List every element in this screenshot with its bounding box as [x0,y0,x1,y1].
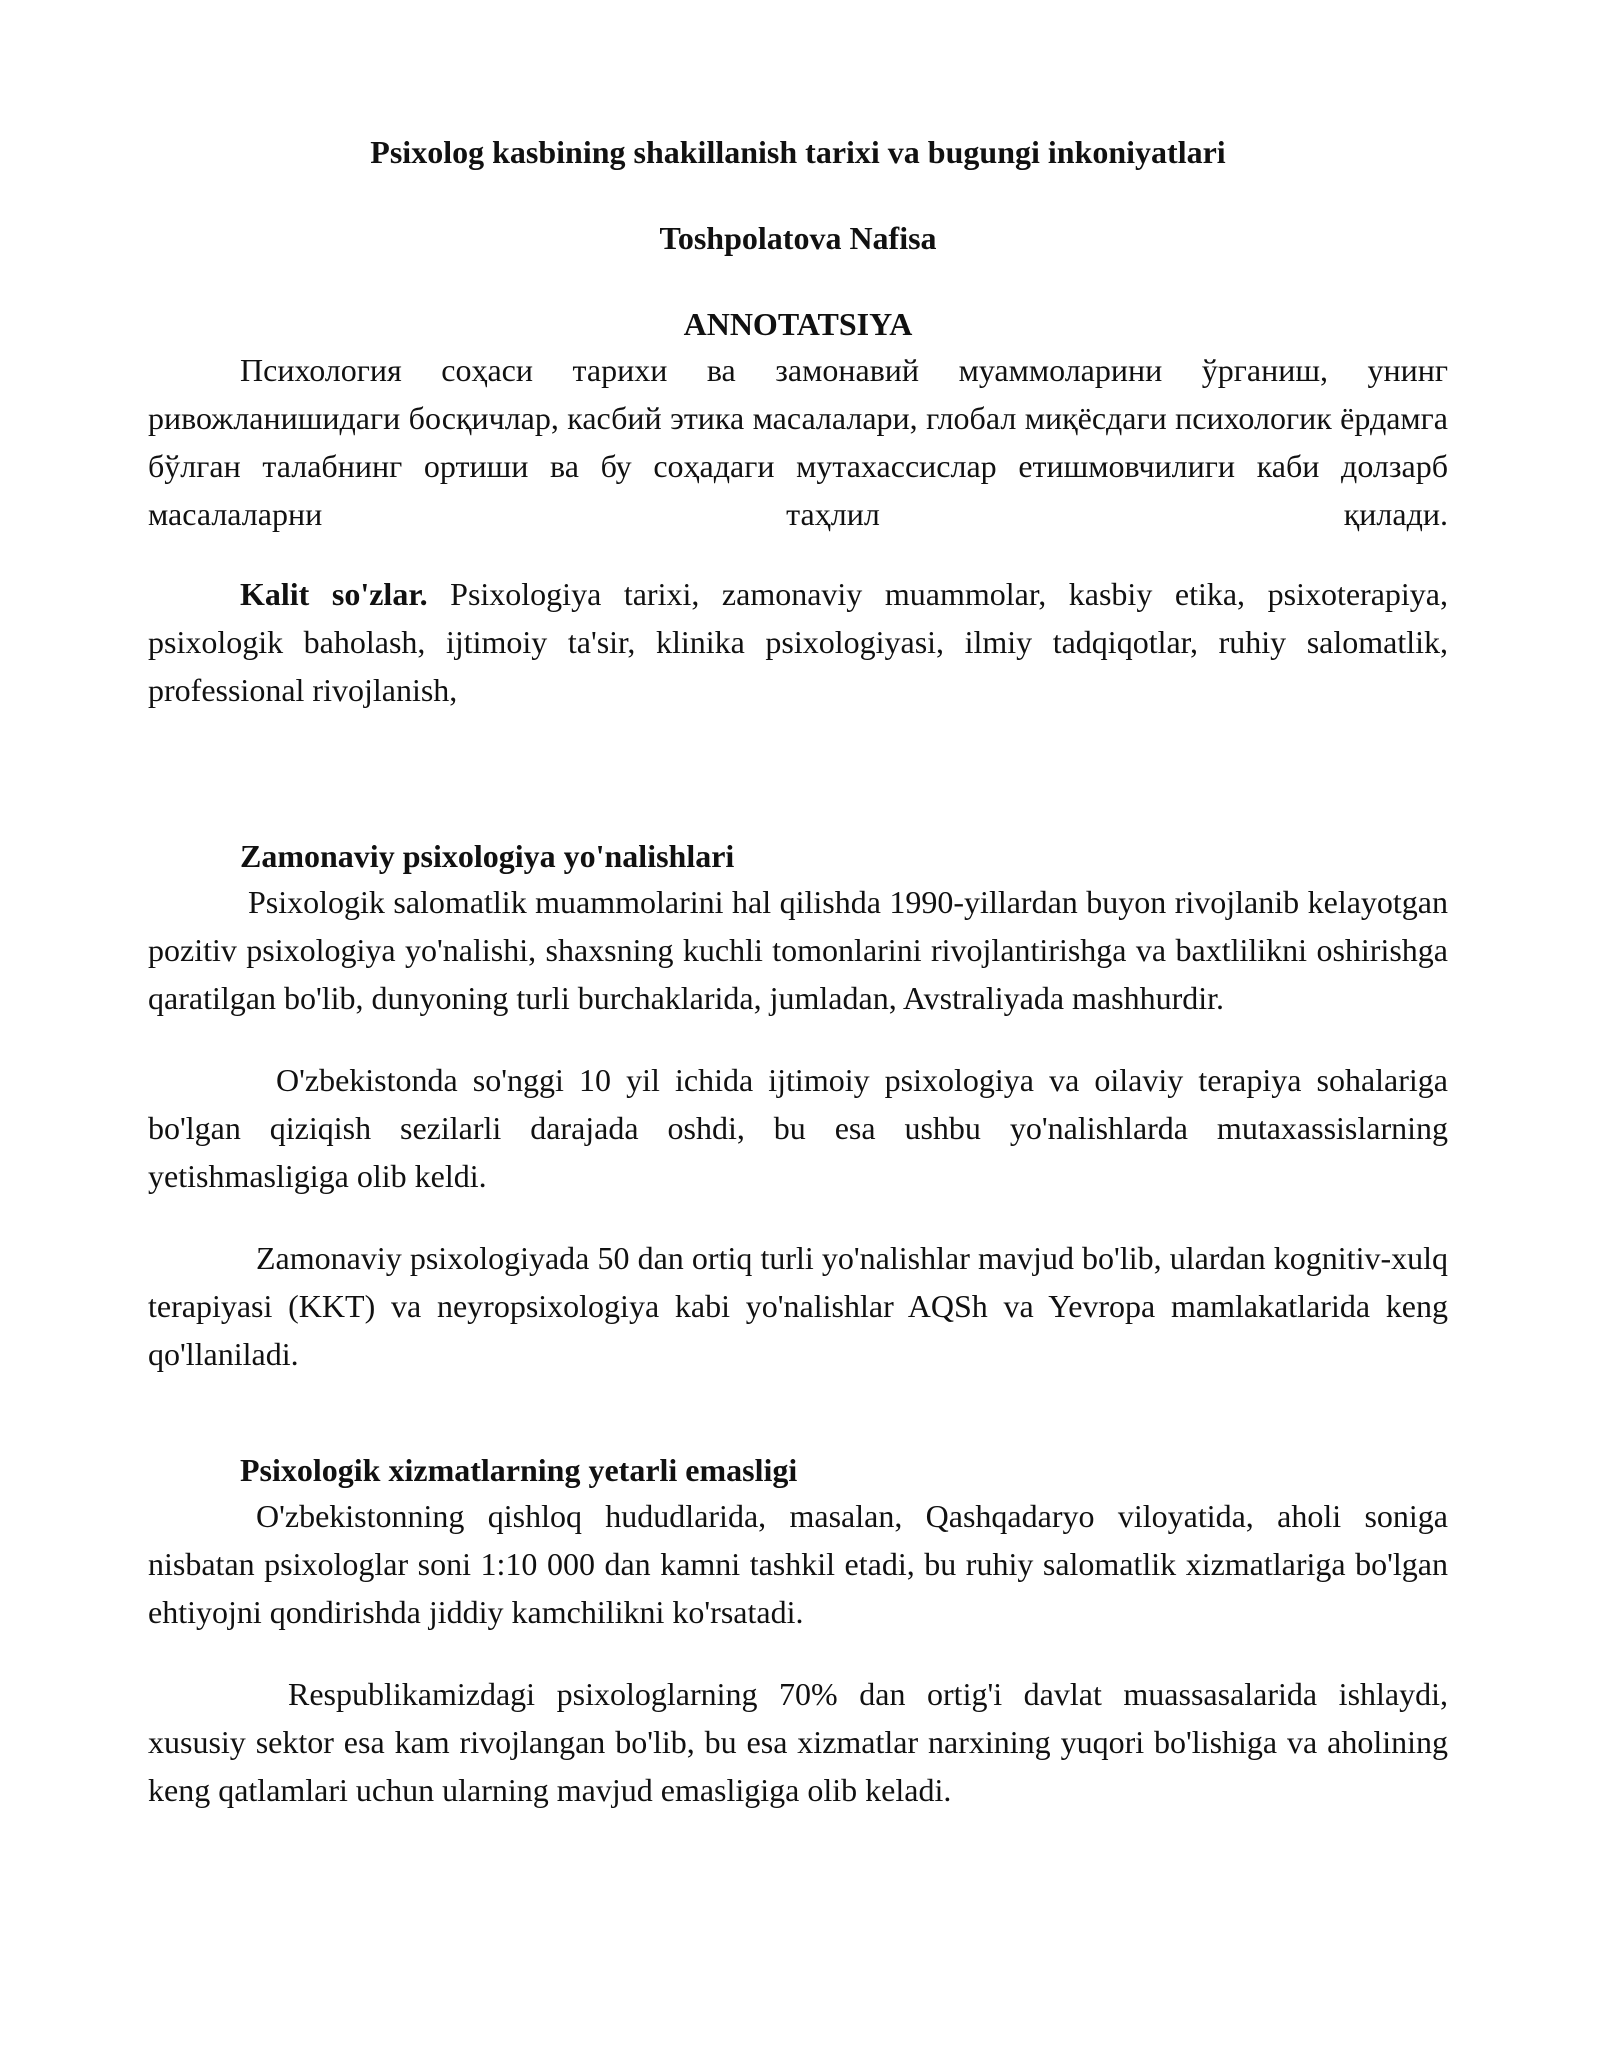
keywords-label: Kalit so'zlar. [240,576,428,612]
section-paragraph: Psixologik salomatlik muammolarini hal qilishda 1990-yillardan buyon rivojlanib kelayotgan pozitiv psixologiya yo'nalishi, shaxsning kuchli tomonlarini rivojlantirishga va baxtlilikni oshirishga qaratilgan bo'lib, dunyoning turli burchaklarida, jumladan, Avstraliyada mashhurdir. [148,884,1448,1016]
document-title: Psixolog kasbining shakillanish tarixi va bugungi inkoniyatlari [370,134,1226,170]
section-paragraph: O'zbekistonning qishloq hududlarida, masalan, Qashqadaryo viloyatida, aholi soniga nisbatan psixologlar soni 1:10 000 dan kamni tashkil etadi, bu ruhiy salomatlik xizmatlariga bo'lgan ehtiyojni qondirishda jiddiy kamchilikni ko'rsatadi. [148,1498,1448,1630]
document-author: Toshpolatova Nafisa [659,220,937,256]
section-paragraph: O'zbekistonda so'nggi 10 yil ichida ijtimoiy psixologiya va oilaviy terapiya sohalariga bo'lgan qiziqish sezilarli darajada oshdi, bu esa ushbu yo'nalishlarda mutaxassislarning yetishmasligiga olib keldi. [148,1062,1448,1194]
annotation-heading: ANNOTATSIYA [683,306,913,342]
section-paragraph: Zamonaviy psixologiyada 50 dan ortiq turli yo'nalishlar mavjud bo'lib, ulardan kognitiv-xulq terapiyasi (KKT) va neyropsixologiya kabi yo'nalishlar AQSh va Yevropa mamlakatlarida keng qo'llaniladi. [148,1240,1448,1372]
document-page [148,120,1448,1814]
keywords-paragraph [148,570,1448,714]
section-heading-modern-directions: Zamonaviy psixologiya yo'nalishlari [240,838,735,874]
section-paragraph: Respublikamizdagi psixologlarning 70% dan ortig'i davlat muassasalarida ishlaydi, xususiy sektor esa kam rivojlangan bo'lib, bu esa xizmatlar narxining yuqori bo'lishiga va aholining keng qatlamlari uchun ularning mavjud emasligiga olib keladi. [148,1676,1448,1808]
annotation-paragraph: Психология соҳаси тарихи ва замонавий муаммоларини ўрганиш, унинг ривожланишидаги босқичлар, касбий этика масалалари, глобал миқёсдаги психологик ёрдамга бўлган талабнинг ортиши ва бу соҳадаги мутахассислар етишмовчилиги каби долзарб масалаларни таҳлил қилади. [148,352,1448,532]
section-heading-insufficient-services: Psixologik xizmatlarning yetarli emasligi [240,1452,798,1488]
keywords-text: Psixologiya tarixi, zamonaviy muammolar, kasbiy etika, psixoterapiya, psixologik baholash, ijtimoiy ta'sir, klinika psixologiyasi, ilmiy tadqiqotlar, ruhiy salomatlik, professional rivojlanish, [148,576,1449,708]
